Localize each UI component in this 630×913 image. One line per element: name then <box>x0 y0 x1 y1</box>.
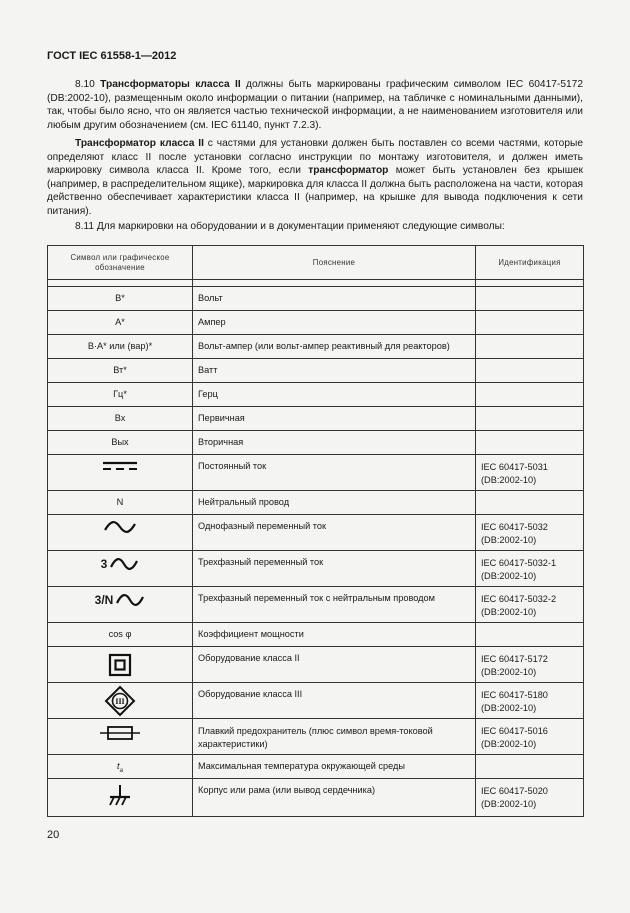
ident-cell <box>476 779 584 817</box>
table-row <box>48 383 584 407</box>
ident-cell <box>476 719 584 755</box>
meaning-cell: Однофазный переменный ток <box>193 515 476 551</box>
ident-code: IEC 60417-5016 <box>481 726 548 736</box>
table-row <box>48 407 584 431</box>
bold-term: Трансформатор класса II <box>75 138 204 149</box>
three-phase-neutral-ac-icon <box>115 592 145 608</box>
table-row <box>48 455 584 491</box>
ident-code: IEC 60417-5180 <box>481 690 548 700</box>
table-header-row <box>48 246 584 280</box>
meaning-cell: Коэффициент мощности <box>193 623 476 647</box>
ident-cell <box>476 287 584 311</box>
ident-date: (DB:2002-10) <box>481 738 537 749</box>
meaning-cell: Вторичная <box>193 431 476 455</box>
meaning-cell: Первичная <box>193 407 476 431</box>
table-row <box>48 719 584 755</box>
ident-code: IEC 60417-5032-2 <box>481 594 557 604</box>
paragraph-text: 8.11 Для маркировки на оборудовании и в документации применяют следующие символы: <box>75 221 505 232</box>
paragraph-8-11 <box>47 220 583 234</box>
ident-cell <box>476 455 584 491</box>
meaning-cell: Плавкий предохранитель (плюс символ время-токовой характеристики) <box>193 719 476 755</box>
ident-cell <box>476 311 584 335</box>
fuse-icon <box>99 725 141 741</box>
ident-code: IEC 60417-5031 <box>481 462 548 472</box>
table-row <box>48 335 584 359</box>
symbol-text: Вх <box>114 413 126 423</box>
ident-cell <box>476 587 584 623</box>
ident-cell <box>476 647 584 683</box>
symbol-text: Вых <box>111 437 129 447</box>
table-row <box>48 311 584 335</box>
table-row <box>48 647 584 683</box>
paragraph-text: с частями для установки должен быть поставлен со всеми частями, которые определяют класс II после установки согласно инструкции по монтажу изготовителя, и должен иметь маркировку символа класса II. Кроме того, если <box>47 138 583 177</box>
ident-cell <box>476 623 584 647</box>
symbols-table <box>47 245 584 817</box>
paragraph-class-ii-installation <box>47 137 583 219</box>
symbol-text: $t_a$ <box>117 761 123 774</box>
meaning-cell: Вольт <box>193 287 476 311</box>
symbol-text: А* <box>115 317 125 327</box>
ident-cell <box>476 335 584 359</box>
ident-cell <box>476 359 584 383</box>
three-phase-ac-icon <box>109 556 139 572</box>
meaning-cell: Оборудование класса III <box>193 683 476 719</box>
ident-cell <box>476 491 584 515</box>
symbol-text: cos φ <box>108 629 132 639</box>
table-row <box>48 551 584 587</box>
ident-cell <box>476 515 584 551</box>
ident-date: (DB:2002-10) <box>481 570 537 581</box>
table-row <box>48 779 584 817</box>
table-row <box>48 359 584 383</box>
ident-cell <box>476 551 584 587</box>
header-meaning: Пояснение <box>193 246 476 280</box>
ident-cell <box>476 755 584 779</box>
frame-ground-icon <box>107 783 133 811</box>
table-row <box>48 683 584 719</box>
table-row <box>48 587 584 623</box>
ident-date: (DB:2002-10) <box>481 702 537 713</box>
table-gap <box>48 280 584 287</box>
symbol-text: В* <box>115 293 125 303</box>
bold-term: Трансформаторы класса II <box>100 79 241 90</box>
document-header: ГОСТ IEC 61558-1—2012 <box>47 50 177 62</box>
meaning-cell: Ампер <box>193 311 476 335</box>
class-iii-mark: III <box>115 697 125 706</box>
ident-date: (DB:2002-10) <box>481 798 537 809</box>
paragraph-8-10 <box>47 78 583 132</box>
ident-date: (DB:2002-10) <box>481 606 537 617</box>
single-phase-ac-icon <box>103 519 137 535</box>
meaning-cell: Трехфазный переменный ток с нейтральным проводом <box>193 587 476 623</box>
ident-cell <box>476 431 584 455</box>
symbol-text: Вт* <box>113 365 127 375</box>
ident-code: IEC 60417-5032-1 <box>481 558 557 568</box>
symbol-text: N <box>116 497 124 507</box>
symbol-prefix: 3 <box>100 557 108 571</box>
paragraph-number: 8.10 <box>75 79 101 90</box>
ident-date: (DB:2002-10) <box>481 474 537 485</box>
ident-date: (DB:2002-10) <box>481 666 537 677</box>
meaning-cell: Корпус или рама (или вывод сердечника) <box>193 779 476 817</box>
page-number: 20 <box>47 829 60 841</box>
ident-code: IEC 60417-5032 <box>481 522 548 532</box>
table-row <box>48 755 584 779</box>
symbol-text: В·А* или (вар)* <box>87 341 153 351</box>
ident-cell <box>476 407 584 431</box>
meaning-cell: Трехфазный переменный ток <box>193 551 476 587</box>
ident-code: IEC 60417-5020 <box>481 786 548 796</box>
meaning-cell: Постоянный ток <box>193 455 476 491</box>
class-ii-icon <box>108 653 132 677</box>
paragraph-text: может быть установлен без крышек (например, в распределительном ящике), маркировка для класса II должна быть расположена на части, которая действенно обеспечивает характеристики класса II (например, на крышке для вывода подключения к сети питания). <box>47 165 584 217</box>
header-ident: Идентификация <box>476 246 584 280</box>
table-row <box>48 431 584 455</box>
meaning-cell: Оборудование класса II <box>193 647 476 683</box>
direct-current-icon <box>102 459 138 473</box>
ident-cell <box>476 683 584 719</box>
meaning-cell: Нейтральный провод <box>193 491 476 515</box>
meaning-cell: Максимальная температура окружающей среды <box>193 755 476 779</box>
symbol-text: Гц* <box>113 389 127 399</box>
paragraph-text: должны быть маркированы графическим символом IEC 60417-5172 (DB:2002-10), размещенным около информации о питании (например, на табличке с номинальными данными), так, чтобы было ясно, что он является частью технической информации, а не наименованием изготовителя или любым другим обозначением (см. IEC 61140, пункт 7.2.3). <box>47 79 583 131</box>
header-symbol: Символ или графическое обозначение <box>48 246 193 280</box>
ident-code: IEC 60417-5172 <box>481 654 548 664</box>
table-row <box>48 515 584 551</box>
meaning-cell: Вольт-ампер (или вольт-ампер реактивный для реакторов) <box>193 335 476 359</box>
class-iii-icon <box>104 685 136 717</box>
table-row <box>48 491 584 515</box>
meaning-cell: Ватт <box>193 359 476 383</box>
ident-cell <box>476 383 584 407</box>
table-row <box>48 287 584 311</box>
symbol-prefix: 3/N <box>94 593 114 607</box>
ident-date: (DB:2002-10) <box>481 534 537 545</box>
meaning-cell: Герц <box>193 383 476 407</box>
bold-term: трансформатор <box>308 165 389 177</box>
table-row <box>48 623 584 647</box>
